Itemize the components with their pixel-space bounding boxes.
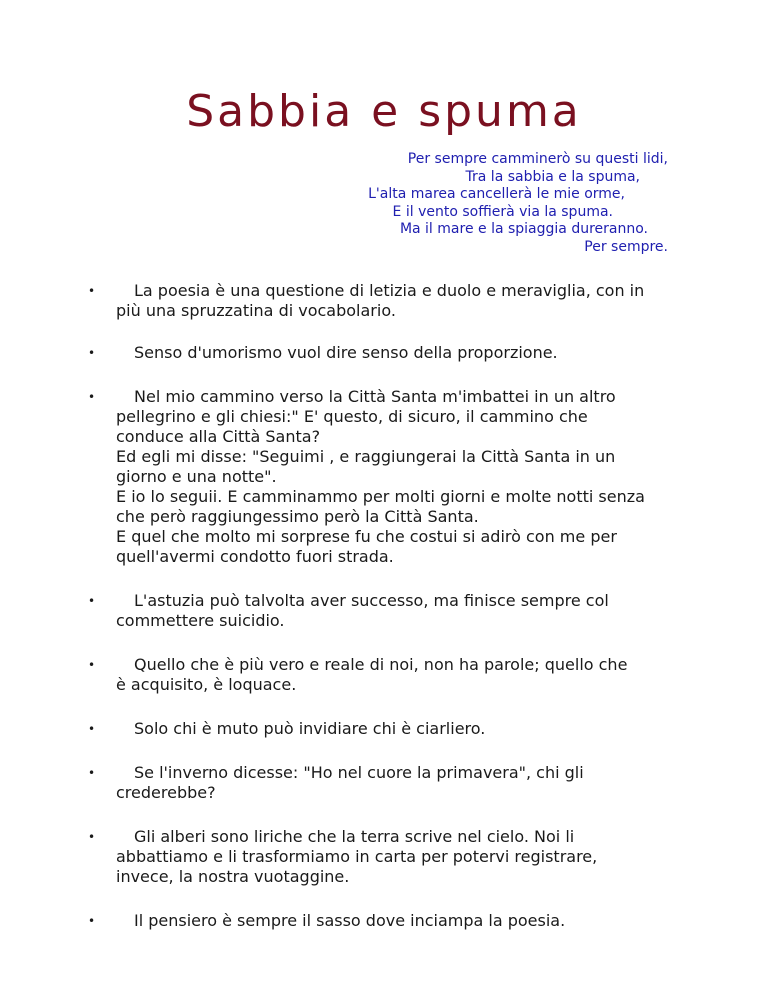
epigraph-poem — [368, 151, 668, 256]
bullet-icon: • — [88, 284, 96, 298]
aphorism-item — [88, 911, 688, 931]
bullet-icon: • — [88, 766, 96, 780]
aphorism-line: E io lo seguii. E camminammo per molti giorni e molte notti senza — [116, 487, 645, 506]
aphorism-line: Se l'inverno dicesse: "Ho nel cuore la primavera", chi gli — [134, 763, 584, 782]
aphorism-line: che però raggiungessimo però la Città Santa. — [116, 507, 479, 526]
aphorism-line: Quello che è più vero e reale di noi, non ha parole; quello che — [134, 655, 628, 674]
aphorism-line: Solo chi è muto può invidiare chi è ciarliero. — [134, 719, 486, 738]
aphorism-line: crederebbe? — [116, 783, 216, 802]
page-title: Sabbia e spuma — [186, 86, 582, 137]
aphorism-line: giorno e una notte". — [116, 467, 277, 486]
aphorism-line: conduce alla Città Santa? — [116, 427, 321, 446]
poem-line: Per sempre. — [584, 238, 668, 255]
aphorism-line: La poesia è una questione di letizia e duolo e meraviglia, con in — [134, 281, 645, 300]
aphorism-line: è acquisito, è loquace. — [116, 675, 297, 694]
aphorism-line: quell'avermi condotto fuori strada. — [116, 547, 394, 566]
aphorism-line: invece, la nostra vuotaggine. — [116, 867, 350, 886]
aphorism-line: L'astuzia può talvolta aver successo, ma finisce sempre col — [134, 591, 609, 610]
aphorism-item — [88, 763, 688, 803]
aphorism-item — [88, 655, 688, 695]
bullet-icon: • — [88, 722, 96, 736]
aphorism-line: Ed egli mi disse: "Seguimi , e raggiungerai la Città Santa in un — [116, 447, 616, 466]
aphorism-item — [88, 827, 688, 887]
aphorism-item — [88, 343, 688, 363]
aphorism-line: Il pensiero è sempre il sasso dove inciampa la poesia. — [134, 911, 566, 930]
aphorism-line: Nel mio cammino verso la Città Santa m'imbattei in un altro — [134, 387, 616, 406]
aphorism-line: più una spruzzatina di vocabolario. — [116, 301, 396, 320]
bullet-icon: • — [88, 390, 96, 404]
aphorism-line: Gli alberi sono liriche che la terra scrive nel cielo. Noi li — [134, 827, 575, 846]
aphorism-line: E quel che molto mi sorprese fu che costui si adirò con me per — [116, 527, 617, 546]
poem-line: E il vento soffierà via la spuma. — [392, 203, 613, 220]
bullet-icon: • — [88, 594, 96, 608]
aphorism-line: Senso d'umorismo vuol dire senso della proporzione. — [134, 343, 558, 362]
poem-line: Tra la sabbia e la spuma, — [465, 168, 640, 185]
aphorism-item — [88, 591, 688, 631]
aphorism-item — [88, 719, 688, 739]
bullet-icon: • — [88, 830, 96, 844]
aphorism-list — [88, 281, 688, 931]
bullet-icon: • — [88, 658, 96, 672]
aphorism-item — [88, 281, 688, 321]
poem-line: Ma il mare e la spiaggia dureranno. — [399, 221, 648, 237]
aphorism-item — [88, 387, 688, 567]
poem-line: Per sempre camminerò su questi lidi, — [407, 151, 668, 167]
aphorism-line: abbattiamo e li trasformiamo in carta per potervi registrare, — [116, 847, 598, 866]
poem-line: L'alta marea cancellerà le mie orme, — [368, 186, 625, 202]
aphorism-line: pellegrino e gli chiesi:" E' questo, di sicuro, il cammino che — [116, 407, 588, 426]
aphorism-line: commettere suicidio. — [116, 611, 285, 630]
bullet-icon: • — [88, 914, 96, 928]
bullet-icon: • — [88, 346, 96, 360]
